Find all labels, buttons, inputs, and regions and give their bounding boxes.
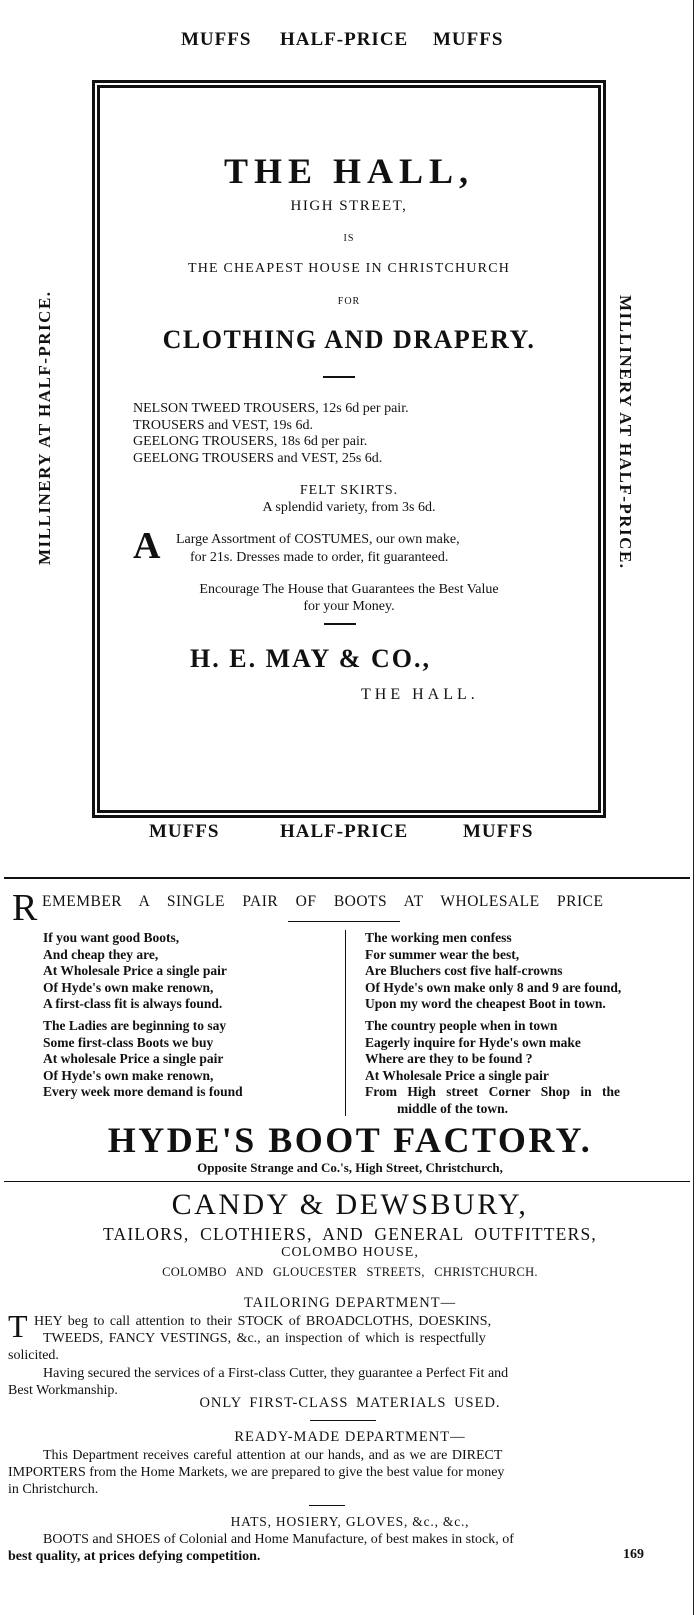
poem-right-stanza-1 — [365, 930, 621, 1013]
encourage-line: Encourage The House that Guarantees the Best Value — [199, 582, 499, 597]
bottom-banner-half-price: HALF-PRICE — [280, 821, 409, 842]
trousers-line: GEELONG TROUSERS and VEST, 25s 6d. — [133, 450, 383, 466]
costumes-line: Large Assortment of COSTUMES, our own make, — [176, 532, 460, 547]
poem-line: Of Hyde's own make renown, — [43, 979, 214, 995]
firm-name: H. E. MAY & CO., — [190, 644, 431, 673]
tailoring-heading: TAILORING DEPARTMENT— — [243, 1295, 457, 1311]
hats-hosiery-line: HATS, HOSIERY, GLOVES, &c., &c., — [230, 1514, 470, 1529]
trousers-line: TROUSERS and VEST, 19s 6d. — [133, 417, 313, 433]
costumes-line: for 21s. Dresses made to order, fit guaranteed. — [190, 550, 449, 565]
colombo-streets: COLOMBO AND GLOUCESTER STREETS, CHRISTCHURCH. — [162, 1265, 538, 1279]
hall-title: THE HALL, — [223, 151, 475, 191]
candy-title: CANDY & DEWSBURY, — [171, 1188, 529, 1221]
poem-line: A first-class fit is always found. — [43, 996, 223, 1011]
poem-left-stanza-2 — [43, 1018, 243, 1101]
boots-shoes-line: best quality, at prices defying competition. — [8, 1549, 261, 1564]
poem-line: Every week more demand is found — [43, 1084, 243, 1099]
divider — [310, 1420, 376, 1421]
top-banner-muffs-left: MUFFS — [181, 29, 252, 50]
poem-line: From High street Corner Shop in the — [365, 1084, 620, 1099]
poem-line: middle of the town. — [397, 1100, 508, 1116]
divider — [323, 376, 355, 378]
poem-line: Upon my word the cheapest Boot in town. — [365, 996, 606, 1011]
poem-line: Of Hyde's own make only 8 and 9 are found, — [365, 979, 622, 995]
hall-for: FOR — [337, 296, 361, 307]
hall-street: HIGH STREET, — [290, 198, 408, 214]
hall-clothing-drapery: CLOTHING AND DRAPERY. — [162, 325, 536, 354]
poem-line: The country people when in town — [365, 1018, 558, 1033]
top-banner-muffs-right: MUFFS — [433, 29, 504, 50]
section-rule — [4, 877, 690, 879]
hall-is: IS — [343, 233, 355, 244]
top-banner-half-price: HALF-PRICE — [280, 29, 409, 50]
trousers-line: NELSON TWEED TROUSERS, 12s 6d per pair. — [133, 401, 409, 416]
poem-right-stanza-2 — [365, 1018, 669, 1117]
readymade-line: IMPORTERS from the Home Markets, we are prepared to give the best value for money — [8, 1465, 505, 1480]
trousers-price-list — [133, 401, 409, 467]
poem-column-divider — [345, 930, 346, 1116]
cutter-line: Best Workmanship. — [8, 1383, 118, 1398]
hall-cheapest: THE CHEAPEST HOUSE IN CHRISTCHURCH — [187, 261, 511, 276]
poem-line: If you want good Boots, — [43, 930, 180, 945]
side-text-left: MILLINERY AT HALF-PRICE. — [35, 290, 54, 565]
poem-line: For summer wear the best, — [365, 946, 520, 962]
divider — [324, 623, 356, 625]
tailoring-line: TWEEDS, FANCY VESTINGS, &c., an inspection of which is respectfully — [43, 1331, 486, 1346]
tailoring-line: HEY beg to call attention to their STOCK of BROADCLOTHS, DOESKINS, — [34, 1314, 492, 1329]
poem-line: And cheap they are, — [43, 946, 159, 962]
page-number: 169 — [623, 1547, 644, 1562]
side-text-right: MILLINERY AT HALF-PRICE. — [616, 295, 635, 570]
readymade-line: in Christchurch. — [8, 1482, 99, 1497]
costumes-drop-cap: A — [133, 525, 161, 567]
divider — [309, 1505, 345, 1506]
tailoring-drop-cap: T — [8, 1308, 28, 1344]
candy-subtitle: TAILORS, CLOTHIERS, AND GENERAL OUTFITTERS, — [103, 1224, 597, 1244]
divider — [288, 921, 400, 922]
firm-sub: THE HALL. — [361, 686, 479, 703]
boots-shoes-line: BOOTS and SHOES of Colonial and Home Manufacture, of best makes in stock, of — [43, 1532, 514, 1547]
poem-line: The Ladies are beginning to say — [43, 1018, 227, 1033]
readymade-heading: READY-MADE DEPARTMENT— — [234, 1429, 466, 1445]
poem-line: Are Bluchers cost five half-crowns — [365, 963, 563, 978]
materials-notice: ONLY FIRST-CLASS MATERIALS USED. — [199, 1395, 501, 1411]
poem-line: At wholesale Price a single pair — [43, 1051, 224, 1066]
poem-line: At Wholesale Price a single pair — [365, 1067, 549, 1083]
page-edge-rule — [693, 0, 694, 1615]
section-rule — [4, 1181, 690, 1182]
bottom-banner-muffs-right: MUFFS — [463, 821, 534, 842]
poem-line: The working men confess — [365, 930, 512, 945]
poem-line: Eagerly inquire for Hyde's own make — [365, 1034, 581, 1050]
trousers-line: GEELONG TROUSERS, 18s 6d per pair. — [133, 434, 368, 449]
encourage-text — [92, 581, 606, 615]
cutter-line: Having secured the services of a First-class Cutter, they guarantee a Perfect Fit and — [43, 1366, 509, 1381]
poem-line: Some first-class Boots we buy — [43, 1034, 214, 1050]
poem-left-stanza-1 — [43, 930, 227, 1013]
tailoring-line: solicited. — [8, 1348, 59, 1363]
hyde-factory-title: HYDE'S BOOT FACTORY. — [107, 1120, 593, 1160]
colombo-house: COLOMBO HOUSE, — [281, 1245, 419, 1260]
remember-headline: EMEMBER A SINGLE PAIR OF BOOTS AT WHOLESALE PRICE — [42, 893, 604, 910]
poem-line: Where are they to be found ? — [365, 1051, 533, 1066]
poem-line: Of Hyde's own make renown, — [43, 1067, 214, 1083]
encourage-line: for your Money. — [303, 599, 395, 614]
remember-drop-cap: R — [12, 887, 38, 929]
hyde-address: Opposite Strange and Co.'s, High Street, Christchurch, — [197, 1160, 503, 1175]
readymade-line: This Department receives careful attention at our hands, and as we are DIRECT — [43, 1448, 503, 1463]
felt-skirts-detail: A splendid variety, from 3s 6d. — [262, 500, 436, 515]
bottom-banner-muffs-left: MUFFS — [149, 821, 220, 842]
poem-line: At Wholesale Price a single pair — [43, 963, 227, 978]
felt-skirts-heading: FELT SKIRTS. — [299, 483, 399, 498]
